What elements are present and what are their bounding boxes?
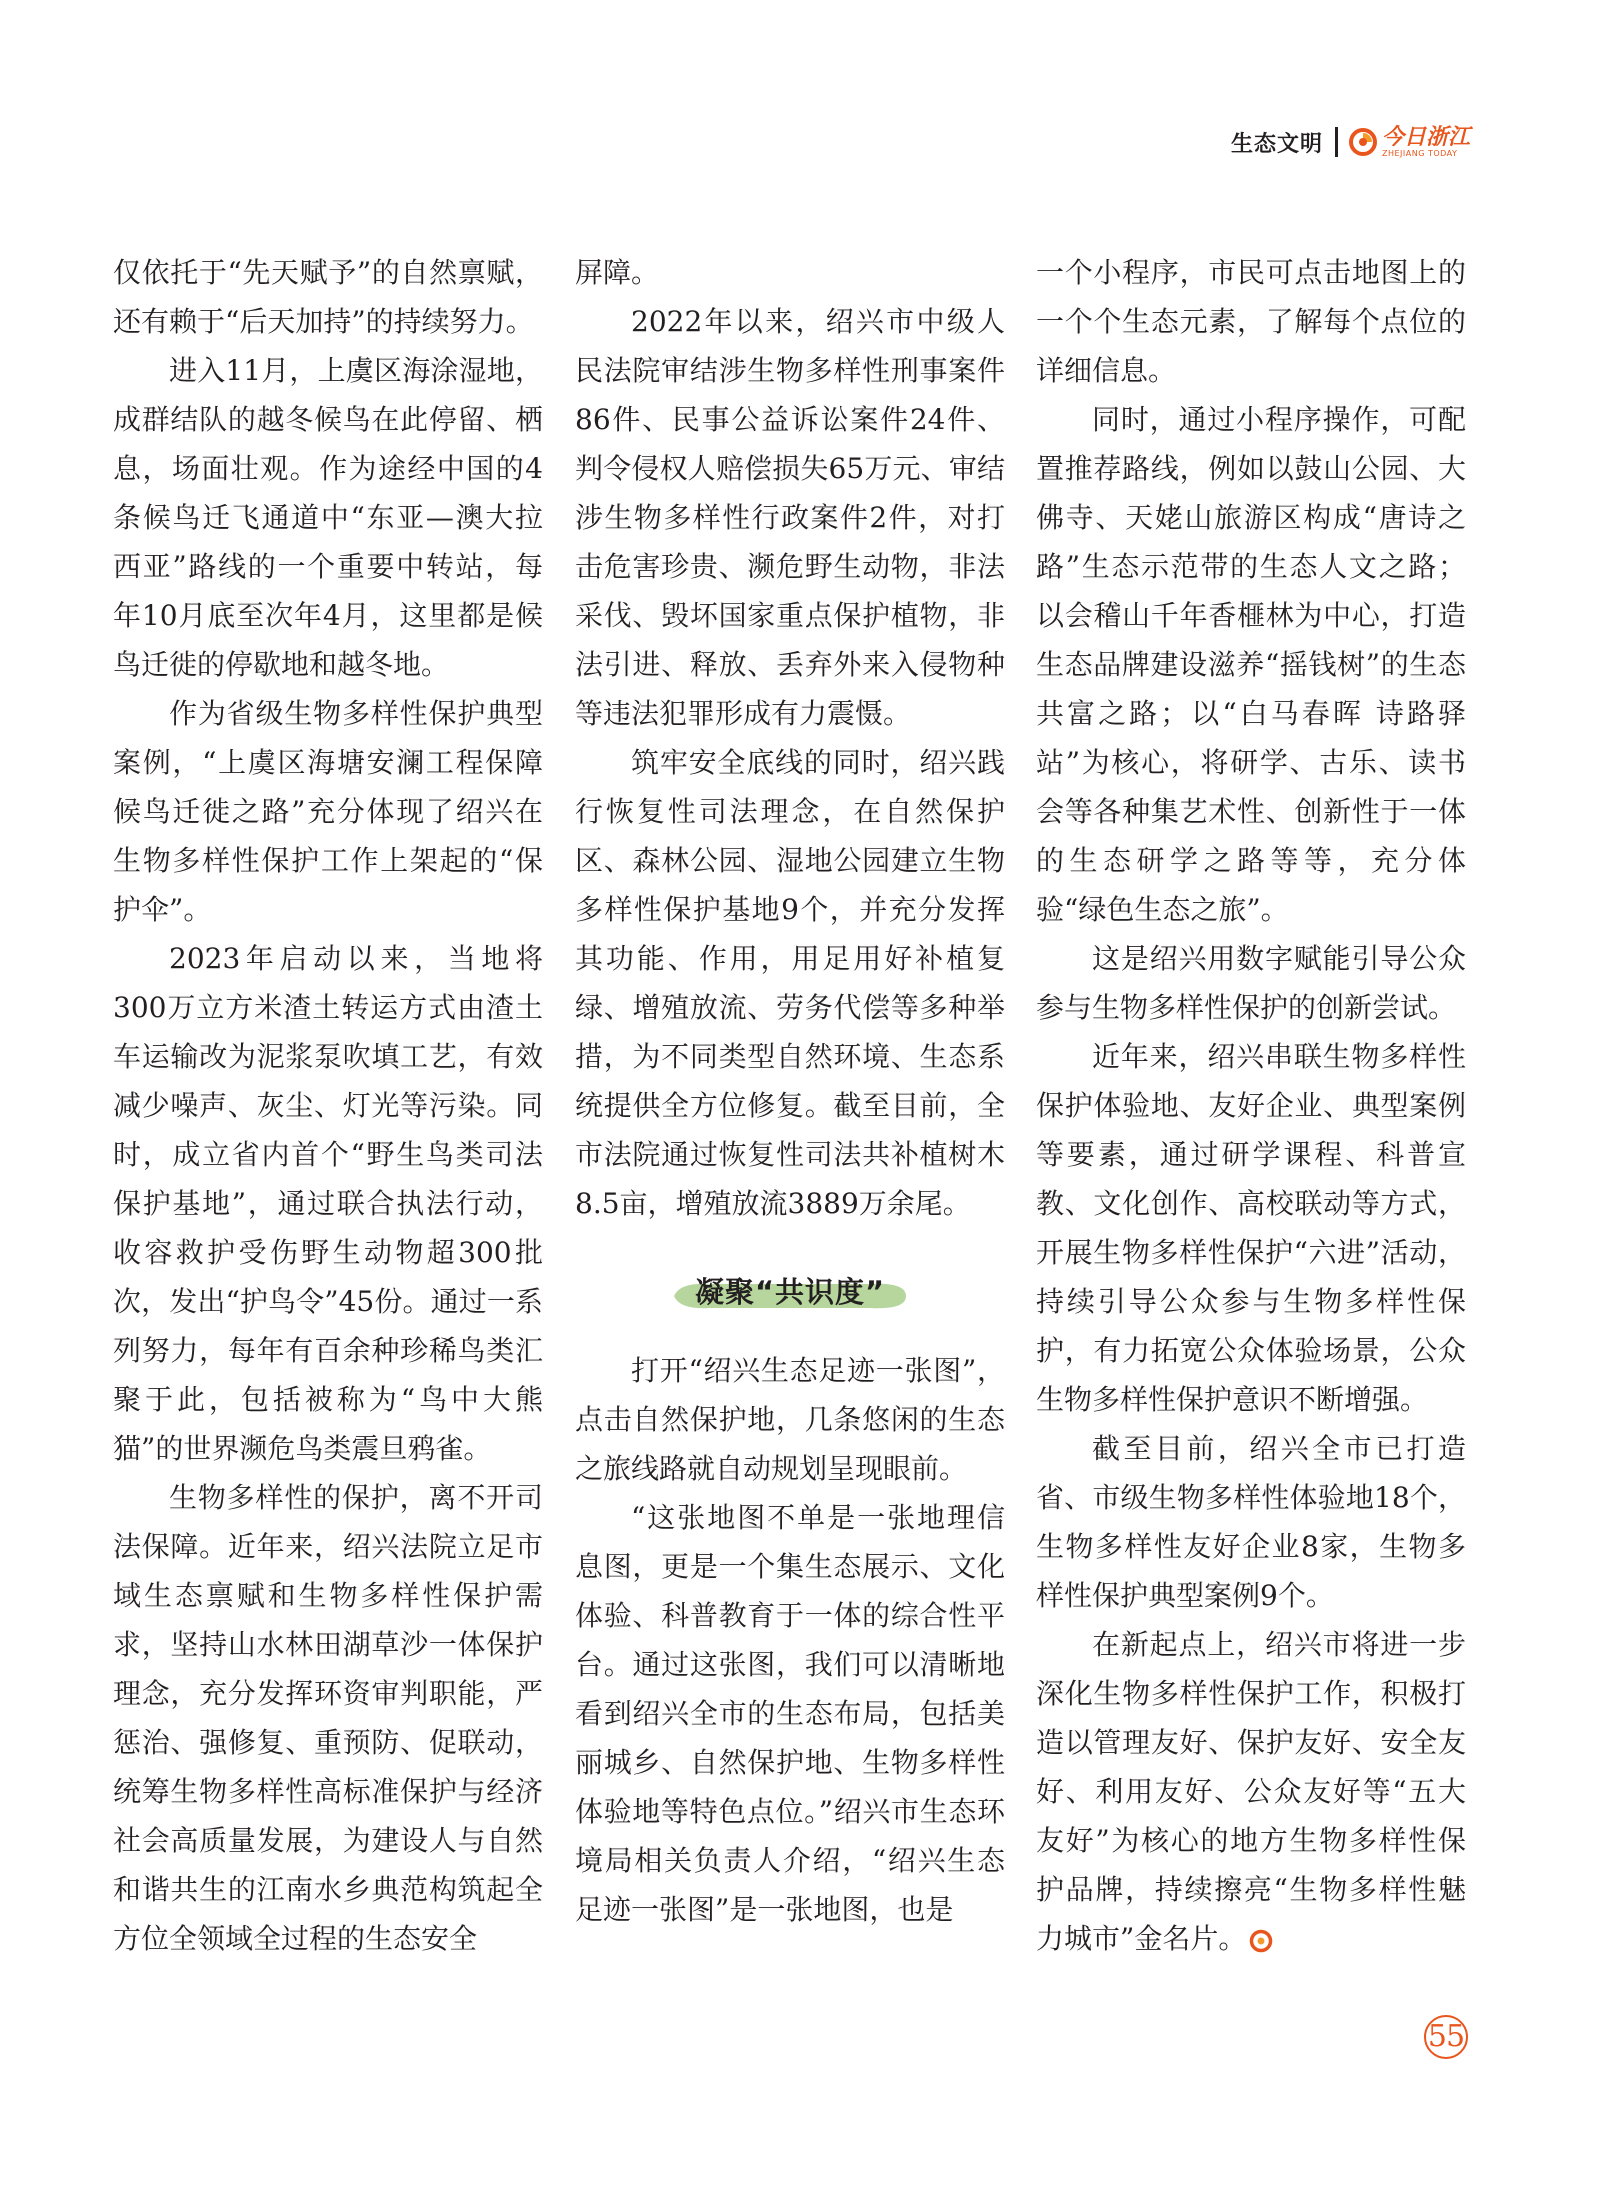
subheading <box>670 1268 910 1312</box>
paragraph: 屏障。 <box>575 256 660 289</box>
paragraph: 仅依托于“先天赋予”的自然禀赋，还有赖于“后天加持”的持续努力。 <box>113 256 543 338</box>
column-2 <box>575 248 1005 1926</box>
paragraph: 这是绍兴用数字赋能引导公众参与生物多样性保护的创新尝试。 <box>1036 942 1466 1024</box>
column-3 <box>1036 248 1466 1955</box>
magazine-logo <box>1348 126 1470 158</box>
paragraph: “这张地图不单是一张地理信息图，更是一个集生态展示、文化体验、科普教育于一体的综合性平台。通过这张图，我们可以清晰地看到绍兴全市的生态布局，包括美丽城乡、自然保护地、生物多样性体验地等特色点位。”绍兴市生态环境局相关负责人介绍，“绍兴生态足迹一张图”是一张地图，也是 <box>575 1501 1005 1926</box>
paragraph: 生物多样性的保护，离不开司法保障。近年来，绍兴法院立足市域生态禀赋和生物多样性保护需求，坚持山水林田湖草沙一体保护理念，充分发挥环资审判职能，严惩治、强修复、重预防、促联动，统筹生物多样性高标准保护与经济社会高质量发展，为建设人与自然和谐共生的江南水乡典范构筑起全方位全领域全过程的生态安全 <box>113 1481 543 1955</box>
paragraph: 打开“绍兴生态足迹一张图”，点击自然保护地，几条悠闲的生态之旅线路就自动规划呈现眼前。 <box>575 1354 1005 1485</box>
paragraph-last-text: 在新起点上，绍兴市将进一步深化生物多样性保护工作，积极打造以管理友好、保护友好、安全友好、利用友好、公众友好等“五大友好”为核心的地方生物多样性保护品牌，持续擦亮“生物多样性魅力城市”金名片。 <box>1036 1628 1466 1955</box>
paragraph: 筑牢安全底线的同时，绍兴践行恢复性司法理念，在自然保护区、森林公园、湿地公园建立生物多样性保护基地9个，并充分发挥其功能、作用，用足用好补植复绿、增殖放流、劳务代偿等多种举措，为不同类型自然环境、生态系统提供全方位修复。截至目前，全市法院通过恢复性司法共补植树木8.5亩，增殖放流3889万余尾。 <box>575 746 1005 1220</box>
paragraph: 2023年启动以来，当地将300万立方米渣土转运方式由渣土车运输改为泥浆泵吹填工艺，有效减少噪声、灰尘、灯光等污染。同时，成立省内首个“野生鸟类司法保护基地”，通过联合执法行动，收容救护受伤野生动物超300批次，发出“护鸟令”45份。通过一系列努力，每年有百余种珍稀鸟类汇聚于此，包括被称为“鸟中大熊猫”的世界濒危鸟类震旦鸦雀。 <box>113 942 543 1465</box>
paragraph: 近年来，绍兴串联生物多样性保护体验地、友好企业、典型案例等要素，通过研学课程、科普宣教、文化创作、高校联动等方式，开展生物多样性保护“六进”活动，持续引导公众参与生物多样性保护，有力拓宽公众体验场景，公众生物多样性保护意识不断增强。 <box>1036 1040 1466 1416</box>
paragraph: 作为省级生物多样性保护典型案例，“上虞区海塘安澜工程保障候鸟迁徙之路”充分体现了绍兴在生物多样性保护工作上架起的“保护伞”。 <box>113 697 543 926</box>
section-label: 生态文明 <box>1230 131 1323 157</box>
subheading-text: 凝聚“共识度” <box>694 1274 886 1309</box>
paragraph: 进入11月，上虞区海涂湿地，成群结队的越冬候鸟在此停留、栖息，场面壮观。作为途经中国的4条候鸟迁飞通道中“东亚—澳大拉西亚”路线的一个重要中转站，每年10月底至次年4月，这里都是候鸟迁徙的停歇地和越冬地。 <box>113 354 543 681</box>
logo-chinese-text: 今日浙江 <box>1381 124 1470 150</box>
end-mark-icon <box>1248 1928 1274 1954</box>
paragraph: 2022年以来，绍兴市中级人民法院审结涉生物多样性刑事案件86件、民事公益诉讼案件24件、判令侵权人赔偿损失65万元、审结涉生物多样性行政案件2件，对打击危害珍贵、濒危野生动物，非法采伐、毁坏国家重点保护植物，非法引进、释放、丢弃外来入侵物种等违法犯罪形成有力震慑。 <box>575 305 1005 730</box>
page-header <box>1231 120 1470 164</box>
column-1 <box>113 248 543 1955</box>
paragraph: 一个小程序，市民可点击地图上的一个个生态元素，了解每个点位的详细信息。 <box>1036 256 1466 387</box>
paragraph-last <box>1036 1620 1466 1963</box>
paragraph: 截至目前，绍兴全市已打造省、市级生物多样性体验地18个，生物多样性友好企业8家，生物多样性保护典型案例9个。 <box>1036 1432 1466 1612</box>
logo-english-text: ZHEJIANG TODAY <box>1381 149 1458 158</box>
logo-swirl-icon <box>1348 127 1378 157</box>
header-divider <box>1335 127 1338 157</box>
page-number: 55 <box>1424 2015 1468 2059</box>
paragraph: 同时，通过小程序操作，可配置推荐路线，例如以鼓山公园、大佛寺、天姥山旅游区构成“唐诗之路”生态示范带的生态人文之路；以会稽山千年香榧林为中心，打造生态品牌建设滋养“摇钱树”的生态共富之路；以“白马春晖 诗路驿站”为核心，将研学、古乐、读书会等各种集艺术性、创新性于一体的生态研学之路等等，充分体验“绿色生态之旅”。 <box>1036 403 1466 926</box>
